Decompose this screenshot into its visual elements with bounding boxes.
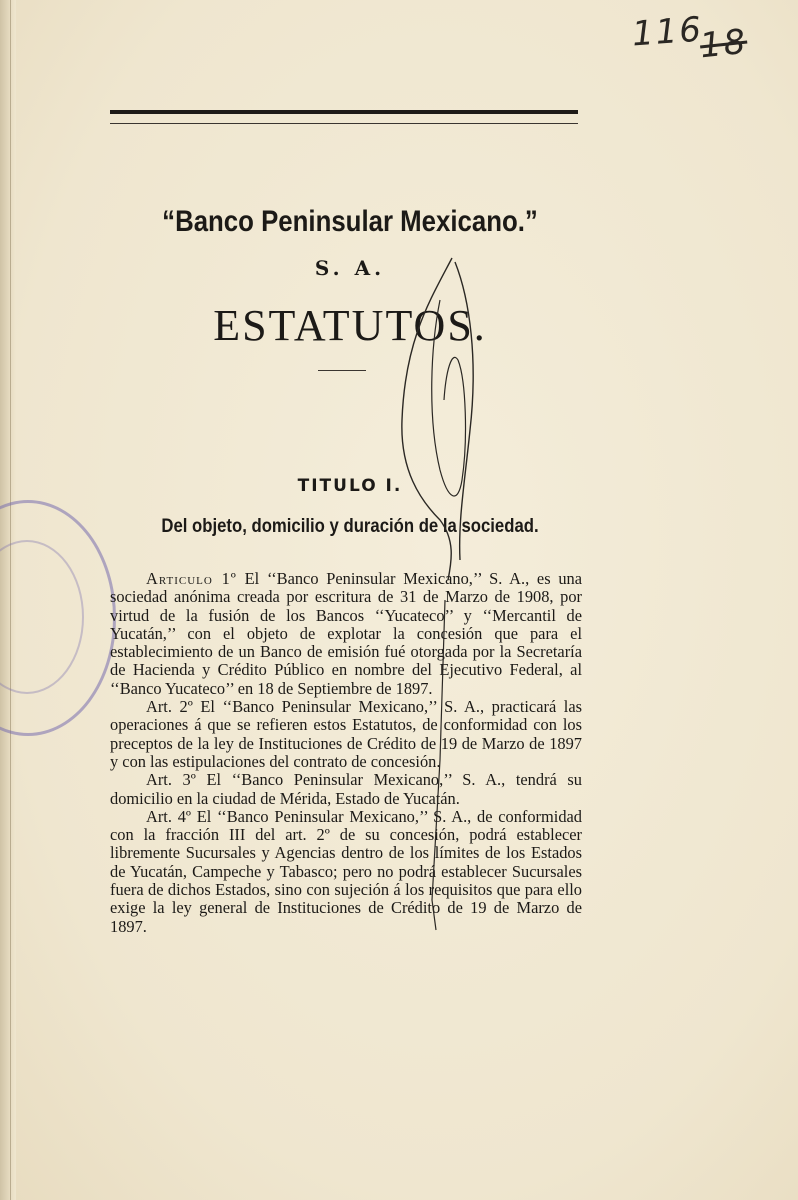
handwritten-crossed-number: 18	[698, 21, 750, 67]
article-label: Art. 3º	[146, 770, 196, 790]
article-label: Art. 4º	[146, 806, 191, 826]
handwritten-page-number: 116	[630, 9, 705, 55]
article-label: Articulo 1º	[146, 569, 237, 588]
header-rule-thick	[110, 110, 578, 114]
document-title: ESTATUTOS.	[213, 301, 487, 350]
title-divider	[318, 370, 366, 371]
section-heading: TITULO I.	[297, 476, 403, 496]
company-type: S. A.	[314, 256, 386, 280]
article-3	[110, 771, 582, 808]
article-text: El ‘‘Banco Peninsular Mexicano,’’ S. A., practicará las operaciones á que se refieren estos Estatutos, de conformidad con los preceptos de la ley de Instituciones de Crédito de 19 de Marzo de 1897 y con las estipulaciones del contrato de concesión.	[110, 697, 582, 771]
statutes-body	[110, 570, 582, 936]
article-1	[110, 570, 582, 698]
article-text: El ‘‘Banco Peninsular Mexicano,’’ S. A., tendrá su domicilio en la ciudad de Mérida, Estado de Yucatán.	[110, 770, 582, 808]
article-label: Art. 2º	[146, 697, 193, 717]
header-rule-thin	[110, 123, 578, 124]
article-text: El ‘‘Banco Peninsular Mexicano,’’ S. A., es una sociedad anónima creada por escritura de 31 de Marzo de 1908, por virtud de la fusión de los Bancos ‘‘Yucateco’’ y ‘‘Mercantil de Yucatán,’’ con el objeto de explotar la concesión que para el establecimiento de un Banco de emisión fué otorgada por la Secretaría de Hacienda y Crédito Público en nombre del Ejecutivo Federal, al ‘‘Banco Yucateco’’ en 18 de Septiembre de 1897.	[110, 569, 583, 698]
section-subtitle: Del objeto, domicilio y duración de la sociedad.	[161, 516, 539, 537]
article-text: El ‘‘Banco Peninsular Mexicano,’’ S. A., de conformidad con la fracción III del art. 2º de su concesión, podrá establecer libremente Sucursales y Agencias dentro de los límites de los Estados de Yucatán, Campeche y Tabasco; pero no podrá establecer Sucursales fuera de dichos Estados, sino con sujeción á los requisitos que para ello exige la ley general de Instituciones de Crédito de 19 de Marzo de 1897.	[110, 806, 582, 936]
article-2	[110, 698, 582, 771]
bank-title: “Banco Peninsular Mexicano.”	[162, 205, 538, 238]
article-4	[110, 808, 582, 936]
